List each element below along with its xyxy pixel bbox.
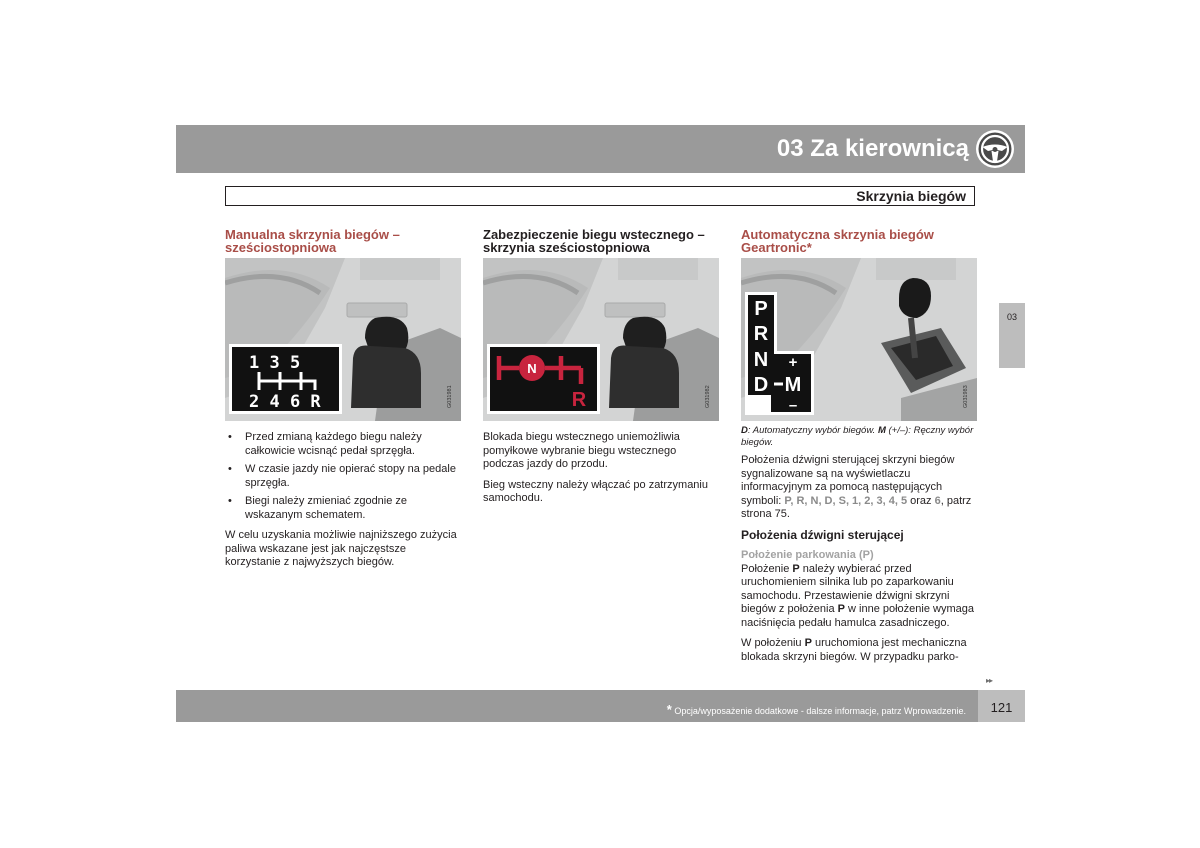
- geartronic-text: [741, 454, 977, 671]
- reverse-lockout-heading: Zabezpieczenie biegu wstecznego – skrzynia sześciostopniowa: [483, 227, 705, 255]
- gear-symbol-six: 6: [934, 494, 941, 507]
- park-letter: P: [754, 298, 768, 320]
- figure-code: G031982: [705, 385, 711, 408]
- reverse-letter: R: [753, 323, 769, 345]
- gear-symbols: P, R, N, D, S, 1, 2, 3, 4, 5: [784, 494, 908, 507]
- geartronic-heading-line1: Automatyczna skrzynia biegów: [741, 227, 934, 242]
- display-symbols-paragraph: [741, 454, 977, 522]
- geartronic-heading-line2: Geartronic*: [741, 240, 812, 255]
- section-title-box: [225, 186, 975, 206]
- manual-gearbox-text: [225, 431, 460, 577]
- reverse-lockout-paragraph: Blokada biegu wstecznego uniemożliwia pomyłkowe wybranie biegu wstecznego podczas jazdy do przodu.: [483, 431, 680, 470]
- chapter-header-band: [176, 125, 1025, 173]
- chapter-title: 03 Za kierownicą: [776, 135, 969, 162]
- figure-code: G031981: [447, 385, 453, 408]
- manual-shift-figure: [225, 258, 461, 421]
- minus-symbol: –: [788, 397, 798, 414]
- list-item: • Biegi należy zmieniać zgodnie ze wskazanym schematem.: [225, 495, 460, 522]
- page-number: 121: [990, 700, 1013, 715]
- text-span: , patrz strona 75.: [741, 494, 972, 520]
- neutral-label: N: [527, 361, 537, 376]
- side-tab-label: 03: [1006, 312, 1017, 322]
- chapter-side-tab: [999, 303, 1025, 368]
- footer-note: [667, 702, 966, 717]
- manual-gearbox-bullets: [225, 431, 460, 522]
- continue-arrows-icon: ▸▸: [986, 676, 993, 685]
- reverse-lockout-figure: [483, 258, 719, 421]
- text-span: uruchomiona jest mechaniczna blokada skrzyni biegów. W przypadku parko-: [741, 637, 967, 663]
- park-letter-inline: P: [804, 637, 812, 649]
- text-span: Położenie: [741, 562, 793, 575]
- caption-d-text: : Automatyczny wybór biegów.: [747, 425, 878, 436]
- drive-letter: D: [753, 374, 769, 396]
- text-span: Położenia dźwigni sterującej skrzyni biegów sygnalizowane są na wyświetlaczu informacyjnym za pomocą następujących symboli:: [741, 454, 955, 507]
- page-number-box: [978, 690, 1025, 722]
- geartronic-heading: [741, 228, 977, 254]
- neutral-letter: N: [753, 349, 769, 371]
- text-span: oraz: [907, 494, 935, 507]
- lever-positions-heading: Położenia dźwigni sterującej: [741, 527, 904, 542]
- footer-note-text: Opcja/wyposażenie dodatkowe - dalsze informacje, patrz Wprowadzenie.: [671, 706, 966, 716]
- park-position-heading: Położenie parkowania (P): [741, 549, 874, 561]
- footer-band: [176, 690, 978, 722]
- park-lock-paragraph: [741, 637, 977, 664]
- manual-gearbox-heading: Manualna skrzynia biegów – sześciostopniowa: [225, 227, 400, 255]
- reverse-engage-paragraph: Bieg wsteczny należy włączać po zatrzymaniu samochodu.: [483, 478, 708, 504]
- park-letter-inline: P: [792, 562, 800, 575]
- reverse-label: R: [571, 389, 587, 411]
- caption-m-symbol: M: [877, 425, 886, 436]
- list-item: • W czasie jazdy nie opierać stopy na pedale sprzęgła.: [225, 463, 460, 490]
- manual-letter: M: [784, 374, 802, 396]
- list-item: • Przed zmianą każdego biegu należy całkowicie wcisnąć pedał sprzęgła.: [225, 431, 460, 458]
- fuel-economy-paragraph: W celu uzyskania możliwie najniższego zużycia paliwa wskazane jest jak najczęstsze korzystanie z najwyższych biegów.: [225, 529, 457, 568]
- caption-m-text: (+/–): Ręczny wybór biegów.: [741, 425, 974, 448]
- plus-symbol: +: [788, 354, 798, 371]
- section-title: Skrzynia biegów: [856, 188, 966, 204]
- reverse-lockout-text: [483, 431, 718, 513]
- park-position-paragraph: [741, 563, 977, 631]
- asterisk-mark: *: [666, 702, 672, 717]
- geartronic-figure: [741, 258, 977, 421]
- steering-wheel-icon: [975, 129, 1015, 169]
- geartronic-figure-caption: [741, 425, 977, 448]
- text-span: W położeniu: [741, 637, 805, 649]
- shift-pattern-bottom-digits: 2 4 6 R: [249, 392, 321, 412]
- park-letter-inline: P: [837, 603, 845, 615]
- text-span: w inne położenie wymaga naciśnięcia pedału hamulca zasadniczego.: [741, 603, 974, 629]
- shift-pattern-top-digits: 1 3 5: [249, 353, 301, 373]
- figure-code: G031983: [963, 385, 969, 408]
- text-span: należy wybierać przed uruchomieniem silnika lub po zaparkowaniu samochodu. Przestawienie dźwigni skrzyni biegów z położenia: [741, 562, 954, 615]
- caption-d-symbol: D: [741, 425, 748, 436]
